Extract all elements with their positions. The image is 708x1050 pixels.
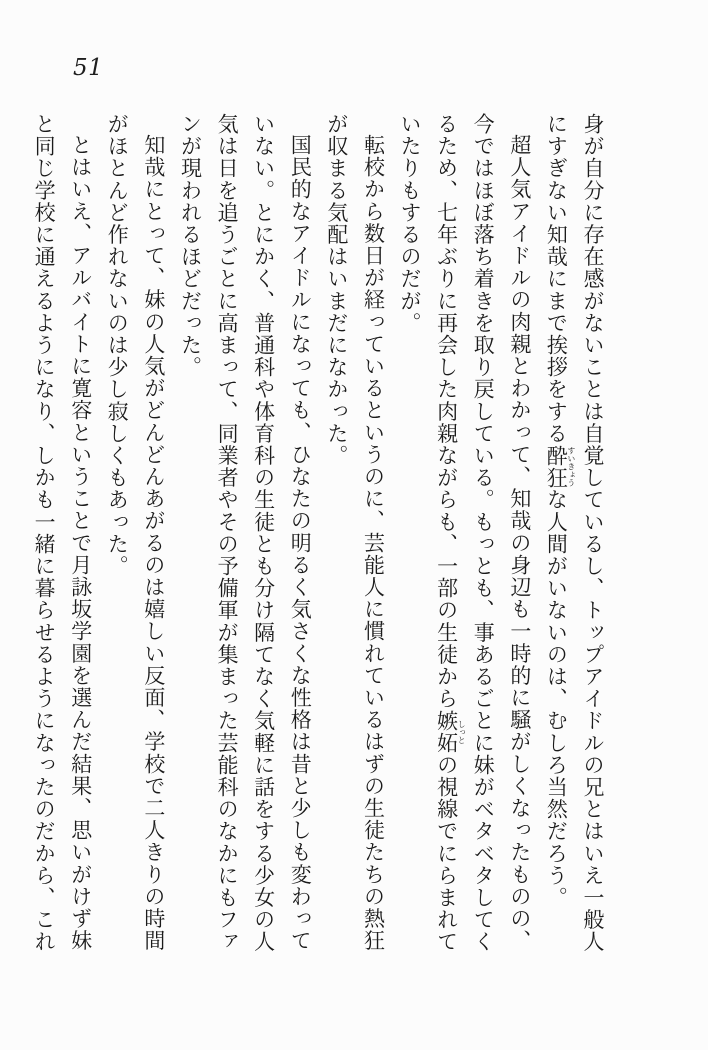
paragraph: 転校から数日が経っているというのに、芸能人に慣れているはずの生徒たちの熱狂が収まる気配はいまだになかった。 <box>324 113 386 952</box>
paragraph: とはいえ、アルバイトに寛容ということで月詠坂学園を選んだ結果、思いがけず妹と同じ学校に通えるようになり、しかも一緒に暮らせるようになったのだから、これ <box>32 113 93 953</box>
ruby-annotated-word: 酔狂すいきょう <box>544 444 576 489</box>
paragraph: 知哉にとって、妹の人気がどんどんあがるのは嬉しい反面、学校で二人きりの時間がほとんど作れないのは少し寂しくもあった。 <box>105 113 166 952</box>
page-number: 51 <box>73 55 104 81</box>
body-text <box>26 113 612 953</box>
ruby-annotated-word: 嫉妬しっと <box>434 709 467 754</box>
paragraph: 身が自分に存在感がないことは自覚しているし、トップアイドルの兄とはいえ一般人にすぎない知哉にまで挨拶をする酔狂すいきょうな人間がいないのは、むしろ当然だろう。 <box>544 113 605 953</box>
paragraph: 国民的なアイドルになっても、ひなたの明るく気さくな性格は昔と少しも変わっていない。とにかく、普通科や体育科の生徒とも分け隔てなく気軽に話をする少女の人気は日を追うごとに高まって、同業者やその予備軍が集まった芸能科のなかにもファンが現われるほどだった。 <box>178 113 313 953</box>
paragraph: 超人気アイドルの肉親とわかって、知哉の身辺も一時的に騒がしくなったものの、今ではほぼ落ち着きを取り戻している。もっとも、事あるごとに妹がベタベタしてくるため、七年ぶりに再会した肉親ながらも、一部の生徒から嫉妬しっとの視線でにらまれていたりもするのだが。 <box>398 113 532 953</box>
